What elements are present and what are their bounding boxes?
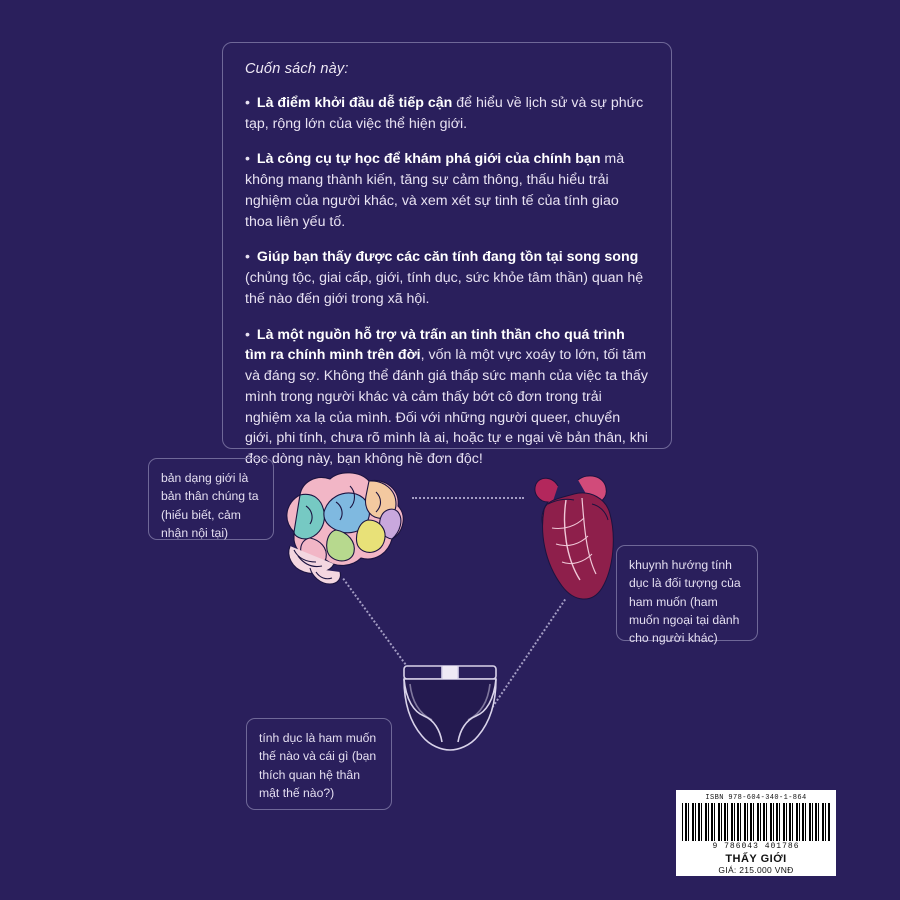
bullet-bold-text: Là công cụ tự học để khám phá giới của chính bạn xyxy=(256,151,601,168)
intro-line: Cuốn sách này: xyxy=(245,61,349,77)
callout-text: bản dạng giới là bản thân chúng ta (hiểu biết, cảm nhận nội tại) xyxy=(161,471,259,540)
description-panel xyxy=(222,42,672,468)
bullet-item xyxy=(245,325,649,470)
bullet-bold-text: Là điểm khởi đầu dễ tiếp cận xyxy=(256,95,453,111)
bullet-bold-text: Giúp bạn thấy được các căn tính đang tồn tại song song xyxy=(256,249,639,266)
book-title: THẤY GIỚI xyxy=(725,853,787,865)
barcode-digits: 9 786043 401786 xyxy=(712,842,800,851)
callout-sexuality xyxy=(246,718,392,810)
barcode-isbn: ISBN 978-604-340-1-864 xyxy=(705,794,807,802)
bullet-rest-text: , vốn là một vực xoáy to lớn, tối tăm và đáng sợ. Không thể đánh giá thấp sức mạnh của việc ta thấy mình trong người khác và cảm thấy bớt cô đơn trong trải nghiệm xa lạ của mình. Đối với những người queer, chuyển giới, phi tính, chưa rõ mình là ai, hoặc tự e ngại về bản thân, khi đọc dòng này, bạn không hề đơn độc! xyxy=(245,347,648,468)
bullet-dot: • xyxy=(245,95,250,111)
bullet-item xyxy=(245,149,649,232)
callout-sexual-orientation xyxy=(616,545,758,646)
barcode-block xyxy=(676,790,836,876)
bullet-item xyxy=(245,93,649,134)
callout-text: tính dục là ham muốn thế nào và cái gì (bạn thích quan hệ thân mật thế nào?) xyxy=(259,731,377,800)
barcode-bars xyxy=(682,803,830,841)
callout-text: khuynh hướng tính dục là đối tượng của ham muốn (ham muốn ngoại tại dành cho người khác) xyxy=(629,558,741,646)
bullet-bold-text: Là một nguồn hỗ trợ và trấn an tinh thần cho quá trình tìm ra chính mình trên đời xyxy=(245,326,625,364)
bullet-dot: • xyxy=(245,151,250,168)
underwear-icon xyxy=(396,660,504,752)
bullet-rest-text: để hiểu về lịch sử và sự phức tạp, rộng lớn của việc thể hiện giới. xyxy=(245,95,644,132)
connector-brain-heart xyxy=(412,497,524,499)
callout-gender-identity xyxy=(148,458,274,540)
book-price: GIÁ: 215.000 VNĐ xyxy=(718,865,794,875)
bullet-dot: • xyxy=(245,326,250,343)
brain-icon xyxy=(276,462,412,592)
bullet-dot: • xyxy=(245,249,250,266)
bullet-rest-text: mà không mang thành kiến, tăng sự cảm thông, thấu hiểu trải nghiệm của người khác, và xem xét sự tinh tế của tính giao thoa liên yếu tố. xyxy=(245,151,625,230)
bullet-item xyxy=(245,247,649,309)
bullet-rest-text: (chủng tộc, giai cấp, giới, tính dục, sức khỏe tâm thần) quan hệ thế nào đến giới trong xã hội. xyxy=(245,270,644,307)
